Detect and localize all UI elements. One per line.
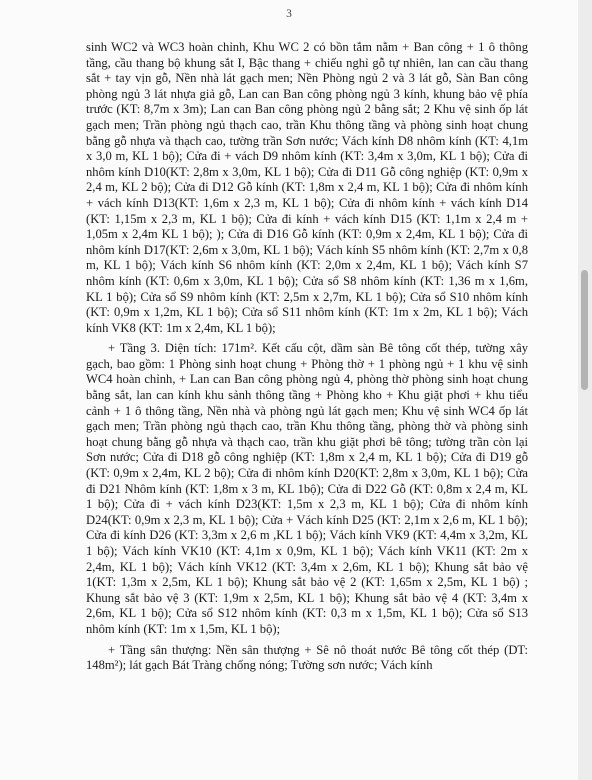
paragraph-floor-3: + Tầng 3. Diện tích: 171m². Kết cấu cột, dầm sàn Bê tông cốt thép, tường xây gạch, bao gồm: 1 Phòng sinh hoạt chung + Phòng thờ + 1 phòng ngủ + 1 khu vệ sinh WC4 hoàn chỉnh, + Lan can Ban công phòng ngủ 4, phòng thờ phòng sinh hoạt chung bằng sắt, lan can kính khu sảnh thông tầng + Phòng kho + Khu giặt phơi + khu tiểu cảnh + 1 ô thông tầng, Nền nhà và phòng ngủ lát gạch men; Khu vệ sinh WC4 ốp lát gạch men; Trần phòng ngủ thạch cao, trần Khu thông tầng, phòng thờ và phòng sinh hoạt chung bằng gỗ nhựa và thạch cao, trần khu giặt phơi bê tông; tường trần còn lại Sơn nước; Cửa đi D18 gỗ công nghiệp (KT: 1,8m x 2,4 m, KL 1 bộ); Cửa đi D19 gỗ (KT: 0,9m x 2,4m, KL 2 bộ); Cửa đi nhôm kính D20(KT: 2,8m x 3,0m, KL 1 bộ); Cửa đi D21 Nhôm kính (KT: 1,8m x 3 m, KL 1bộ); Cửa đi D22 Gỗ (KT: 0,8m x 2,4 m, KL 1 bộ); Cửa đi + vách kính D23(KT: 1,5m x 2,3 m, KL 1 bộ); Cửa đi nhôm kính D24(KT: 0,9m x 2,3 m, KL 1 bộ); Cửa + Vách kính D25 (KT: 2,1m x 2,6 m, KL 1 bộ); Cửa đi kính D26 (KT: 3,3m x 2,6 m ,KL 1 bộ); Vách kính VK9 (KT: 4,4m x 3,2m, KL 1 bộ); Vách kính VK10 (KT: 4,1m x 0,9m, KL 1 bộ); Vách kính VK11 (KT: 2m x 2,4m, KL 1 bộ); Vách kính VK12 (KT: 3,4m x 2,6m, KL 1 bộ); Khung sắt bảo vệ 1(KT: 1,3m x 2,5m, KL 1 bộ); Khung sắt bảo vệ 2 (KT: 1,65m x 2,5m, KL 1 bộ) ; Khung sắt bảo vệ 3 (KT: 1,9m x 2,5m, KL 1 bộ); Khung sắt bảo vệ 4 (KT: 3,4m x 2,6m, KL 1 bộ); Cửa sổ S12 nhôm kính (KT: 0,3 m x 1,5m, KL 1 bộ); Cửa sổ S13 nhôm kính (KT: 1m x 1,5m, KL 1 bộ); (86, 341, 528, 636)
scrollbar-thumb[interactable] (581, 270, 588, 390)
paragraph-rooftop: + Tầng sân thượng: Nền sân thượng + Sê nô thoát nước Bê tông cốt thép (DT: 148m²); lát gạch Bát Tràng chống nóng; Tường sơn nước; Vách kính (86, 642, 528, 673)
vertical-scrollbar[interactable] (578, 0, 592, 780)
page-number: 3 (286, 8, 292, 20)
paragraph-floor-2-continued: sinh WC2 và WC3 hoàn chỉnh, Khu WC 2 có bồn tắm nằm + Ban công + 1 ô thông tầng, cầu thang bộ khung sắt I, Bậc thang + chiếu nghỉ gỗ tự nhiên, lan can cầu thang sắt + tay vịn gỗ, Nền nhà lát gạch men; Nền Phòng ngủ 2 và 3 lát gỗ, Sàn Ban công phòng ngủ 3 lát nhựa giả gỗ, Lan can Ban công phòng ngủ 3 kính, khung bảo vệ phía trước (KT: 8,7m x 3m); Lan can Ban công phòng ngủ 2 bằng sắt; 2 Khu vệ sinh ốp lát gạch men; Trần phòng ngủ thạch cao, trần Khu thông tầng và phòng sinh hoạt chung bằng gỗ nhựa và thạch cao, tường trần Sơn nước; Vách kính D8 nhôm kính (KT: 4,1m x 3,0 m, KL 1 bộ); Cửa đi + vách D9 nhôm kính (KT: 3,4m x 3,0m, KL 1 bộ); Cửa đi nhôm kính D10(KT: 2,8m x 3,0m, KL 1 bộ); Cửa đi D11 Gỗ công nghiệp (KT: 0,9m x 2,4 m, KL 2 bộ); Cửa đi D12 Gỗ kính (KT: 1,8m x 2,4 m, KL 1 bộ); Cửa đi nhôm kính + vách kính D13(KT: 1,6m x 2,3 m, KL 1 bộ); Cửa đi nhôm kính + vách kính D14 (KT: 1,15m x 2,3 m, KL 1 bộ); Cửa đi kính + vách kính D15 (KT: 1,1m x 2,4 m + 1,05m x 2,4m KL 1 bộ); ); Cửa đi D16 Gỗ kính (KT: 0,9m x 2,4m, KL 1 bộ); Cửa đi nhôm kính D17(KT: 2,6m x 3,0m, KL 1 bộ); Vách kính S5 nhôm kính (KT: 2,7m x 0,8 m, KL 1 bộ); Vách kính S6 nhôm kính (KT: 2,0m x 2,4m, KL 1 bộ); Vách kính S7 nhôm kính (KT: 0,6m x 3,0m, KL 1 bộ); Cửa sổ S8 nhôm kính (KT: 1,36 m x 1,6m, KL 1 bộ); Cửa sổ S9 nhôm kính (KT: 2,5m x 2,7m, KL 1 bộ); Cửa sổ S10 nhôm kính (KT: 0,9m x 1,2m, KL 1 bộ); Cửa sổ S11 nhôm kính (KT: 1m x 2m, KL 1 bộ); Vách kính VK8 (KT: 1m x 2,4m, KL 1 bộ); (86, 40, 528, 335)
document-body (86, 40, 528, 679)
